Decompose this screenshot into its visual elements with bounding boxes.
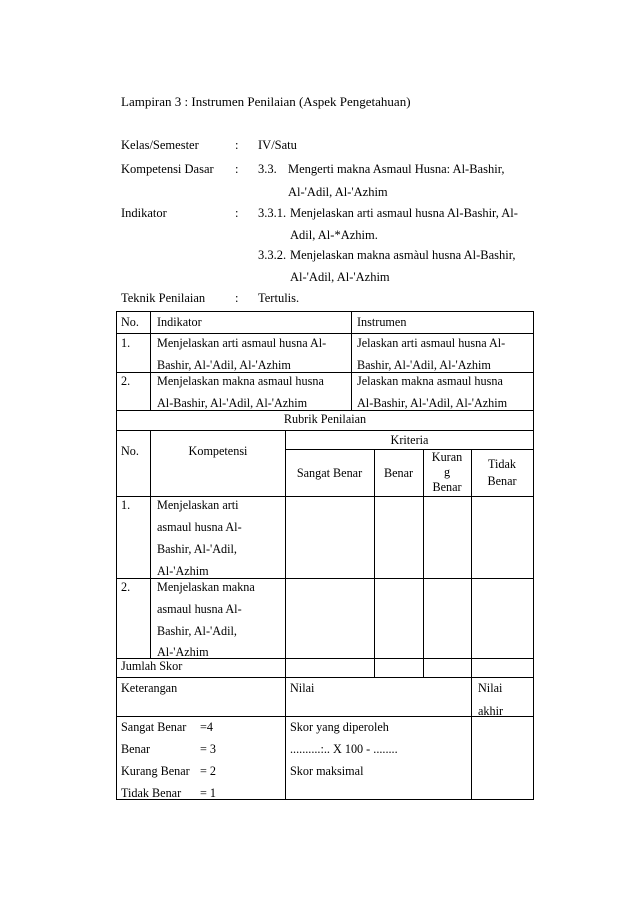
colon: : [235, 138, 239, 152]
row-indikator: Bashir, Al-'Adil, Al-'Azhim [157, 358, 291, 372]
page-title: Lampiran 3 : Instrumen Penilaian (Aspek Pengetahuan) [121, 94, 411, 109]
colon: : [235, 206, 239, 220]
th-instrumen: Instrumen [357, 315, 407, 329]
rubrik-row-no: 1. [121, 498, 131, 512]
skala-label: Sangat Benar [121, 720, 187, 734]
kd-text: Al-'Adil, Al-'Azhim [288, 185, 388, 199]
rubrik-th-tidak-benar [471, 456, 533, 490]
th-indikator: Indikator [157, 315, 202, 329]
rubrik-title: Rubrik Penilaian [283, 412, 367, 426]
rubrik-th-kriteria: Kriteria [390, 433, 429, 447]
kd-text: Mengerti makna Asmaul Husna: Al-Bashir, [288, 162, 505, 176]
ind1-text: Adil, Al-*Azhim. [290, 228, 378, 242]
teknik-label: Teknik Penilaian [121, 291, 206, 305]
kurang-line: Kuran [431, 450, 463, 464]
ind1-num: 3.3.1. [258, 206, 287, 220]
formula-line: ..........:.. X 100 - ........ [290, 742, 398, 756]
ind2-text: Menjelaskan makna asmàul husna Al-Bashir, [290, 248, 516, 262]
jumlah-skor: Jumlah Skor [121, 659, 183, 673]
kelas-value: IV/Satu [258, 138, 297, 152]
indikator-label: Indikator [121, 206, 167, 220]
th-no: No. [121, 315, 139, 329]
tidak-line: Benar [487, 474, 517, 488]
rubrik-row-kompetensi: asmaul husna Al- [157, 602, 242, 616]
row-instrumen: Jelaskan makna asmaul husna [357, 374, 503, 388]
nilai-akhir-label: Nilai [478, 681, 503, 695]
skala-value: = 3 [200, 742, 217, 756]
rubrik-th-sangat-benar: Sangat Benar [296, 466, 363, 480]
formula-line: Skor maksimal [290, 764, 364, 778]
colon: : [235, 162, 239, 176]
rubrik-row-kompetensi: Menjelaskan arti [157, 498, 239, 512]
rubrik-row-kompetensi: Bashir, Al-'Adil, [157, 624, 237, 638]
rubrik-th-no: No. [121, 444, 139, 458]
row-no: 1. [121, 336, 131, 350]
skala-label: Benar [121, 742, 151, 756]
skala-value: =4 [200, 720, 213, 734]
ind1-text: Menjelaskan arti asmaul husna Al-Bashir, Al- [290, 206, 518, 220]
nilai-label: Nilai [290, 681, 315, 695]
rubrik-row-kompetensi: asmaul husna Al- [157, 520, 242, 534]
skala-label: Tidak Benar [121, 786, 182, 800]
kd-label: Kompetensi Dasar [121, 162, 214, 176]
skala-label: Kurang Benar [121, 764, 190, 778]
keterangan-label: Keterangan [121, 681, 178, 695]
rubrik-th-benar: Benar [383, 466, 414, 480]
row-no: 2. [121, 374, 131, 388]
row-instrumen: Bashir, Al-'Adil, Al-'Azhim [357, 358, 491, 372]
colon: : [235, 291, 239, 305]
ind2-text: Al-'Adil, Al-'Azhim [290, 270, 390, 284]
rubrik-th-kompetensi: Kompetensi [188, 444, 248, 458]
kurang-line: g [443, 465, 451, 479]
kd-num: 3.3. [258, 162, 277, 176]
skala-value: = 1 [200, 786, 217, 800]
teknik-value: Tertulis. [258, 291, 300, 305]
row-indikator: Menjelaskan makna asmaul husna [157, 374, 324, 388]
rubrik-row-kompetensi: Menjelaskan makna [157, 580, 255, 594]
formula-line: Skor yang diperoleh [290, 720, 389, 734]
row-instrumen: Al-Bashir, Al-'Adil, Al-'Azhim [357, 396, 508, 410]
kelas-label: Kelas/Semester [121, 138, 199, 152]
tidak-line: Tidak [488, 457, 516, 471]
nilai-akhir-label: akhir [478, 704, 504, 718]
row-indikator: Al-Bashir, Al-'Adil, Al-'Azhim [157, 396, 308, 410]
skala-value: = 2 [200, 764, 217, 778]
rubrik-row-no: 2. [121, 580, 131, 594]
row-indikator: Menjelaskan arti asmaul husna Al- [157, 336, 327, 350]
rubrik-row-kompetensi: Al-'Azhim [157, 564, 209, 578]
rubrik-row-kompetensi: Al-'Azhim [157, 645, 209, 659]
kurang-line: Benar [432, 480, 462, 494]
rubrik-row-kompetensi: Bashir, Al-'Adil, [157, 542, 237, 556]
ind2-num: 3.3.2. [258, 248, 287, 262]
row-instrumen: Jelaskan arti asmaul husna Al- [357, 336, 506, 350]
rubrik-th-kurang-benar [423, 450, 471, 495]
